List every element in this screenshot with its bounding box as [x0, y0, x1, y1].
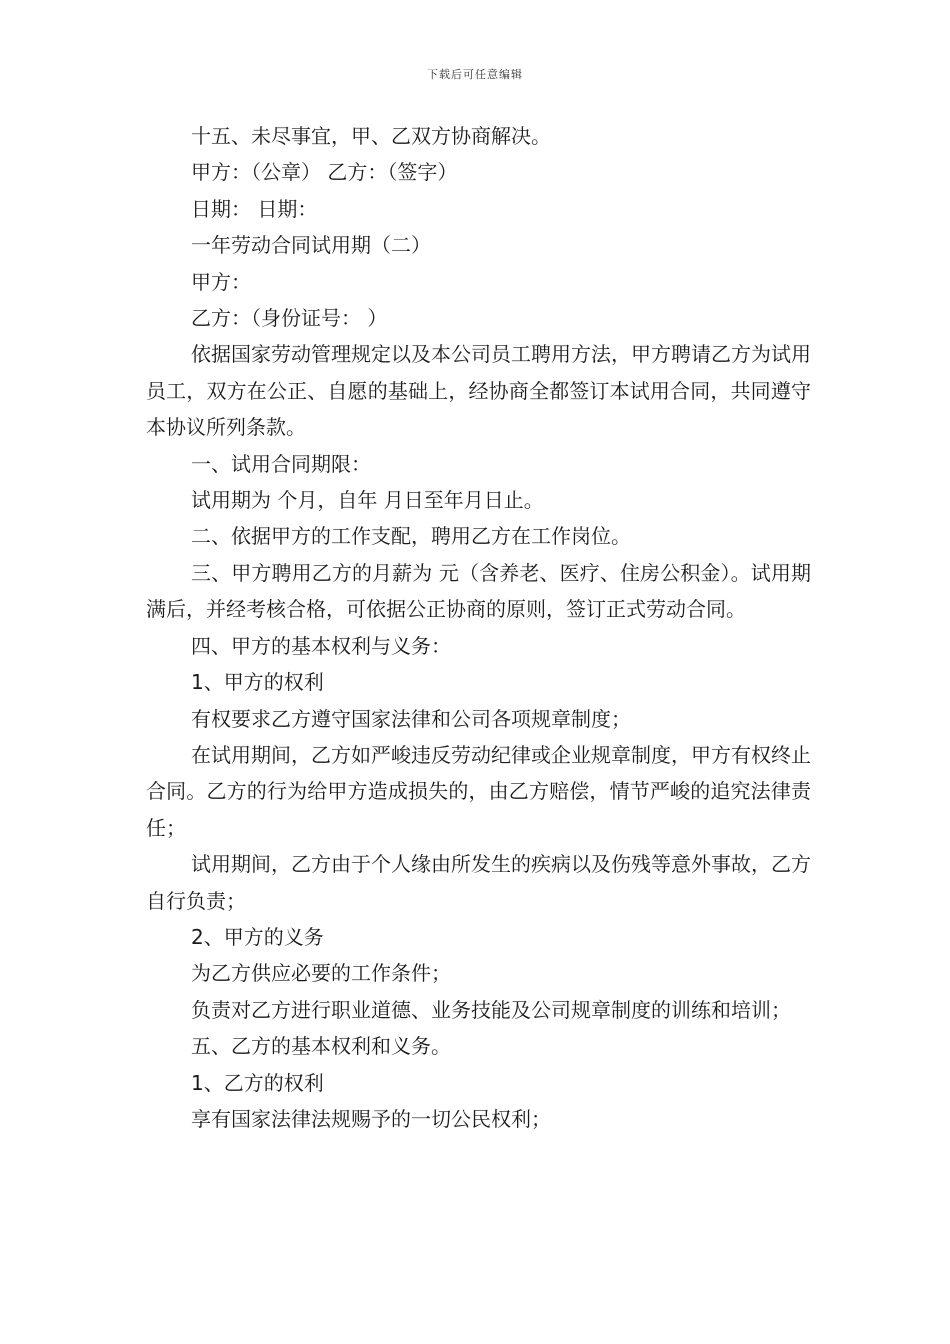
probation-period-text: 试用期为 个月，自年 月日至年月日止。 — [191, 488, 544, 513]
section-4-heading: 四、甲方的基本权利与义务： — [191, 633, 451, 658]
party-a-rights-heading: 1、甲方的权利 — [191, 670, 324, 695]
signature-date-line: 日期： 日期： — [191, 196, 318, 221]
section-1-heading: 一、试用合同期限： — [191, 451, 371, 476]
party-a-duty-1: 为乙方供应必要的工作条件； — [191, 961, 451, 986]
party-b-line: 乙方：（身份证号： ） — [191, 306, 388, 331]
section-5-heading: 五、乙方的基本权利和义务。 — [191, 1034, 451, 1059]
document-body — [146, 118, 811, 1137]
party-a-right-2: 在试用期间，乙方如严峻违反劳动纪律或企业规章制度，甲方有权终止合同。乙方的行为给甲方造成损失的，由乙方赔偿，情节严峻的追究法律责任； — [146, 742, 811, 840]
section-3-text: 三、甲方聘用乙方的月薪为 元（含养老、医疗、住房公积金）。试用期满后，并经考核合格，可依据公正协商的原则，签订正式劳动合同。 — [146, 560, 811, 622]
party-a-duties-heading: 2、甲方的义务 — [191, 924, 324, 949]
party-b-right-1: 享有国家法律法规赐予的一切公民权利； — [191, 1106, 551, 1131]
party-a-line: 甲方： — [191, 269, 251, 294]
section-2-text: 二、依据甲方的工作支配，聘用乙方在工作岗位。 — [191, 524, 631, 549]
clause-15: 十五、未尽事宜，甲、乙双方协商解决。 — [191, 124, 551, 148]
preamble-paragraph: 依据国家劳动管理规定以及本公司员工聘用方法，甲方聘请乙方为试用员工，双方在公正、自愿的基础上，经协商全都签订本试用合同，共同遵守本协议所列条款。 — [146, 342, 811, 440]
party-b-rights-heading: 1、乙方的权利 — [191, 1070, 324, 1095]
signature-party-line: 甲方：（公章） 乙方：（签字） — [191, 160, 458, 185]
party-a-right-3: 试用期间，乙方由于个人缘由所发生的疾病以及伤残等意外事故，乙方自行负责； — [146, 852, 811, 913]
document-title: 一年劳动合同试用期（二） — [191, 233, 431, 258]
page-header-note: 下载后可任意编辑 — [427, 68, 523, 81]
party-a-duty-2: 负责对乙方进行职业道德、业务技能及公司规章制度的训练和培训； — [191, 997, 791, 1022]
party-a-right-1: 有权要求乙方遵守国家法律和公司各项规章制度； — [191, 706, 631, 731]
